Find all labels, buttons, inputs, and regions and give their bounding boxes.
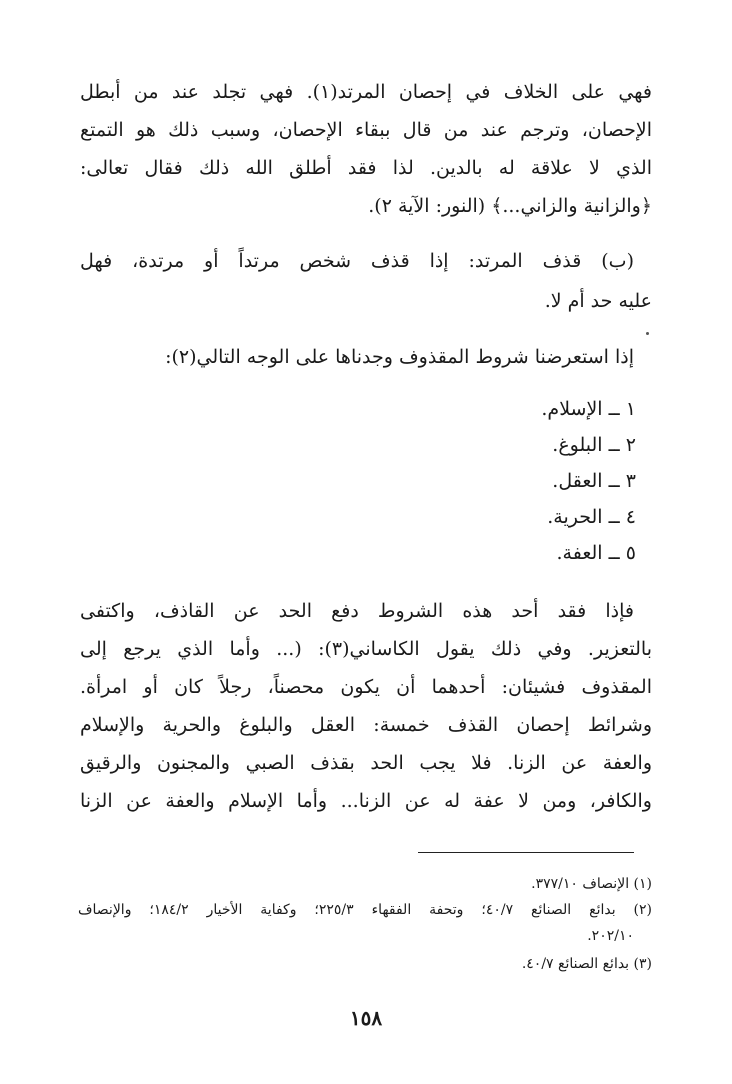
body-line-6: عليه حد أم لا. [544,290,652,312]
footnote-2-continuation: ٢٠٢/١٠. [587,928,634,944]
body-line-11: وشرائط إحصان القذف خمسة: العقل والبلوغ والحرية والإسلام [80,714,652,736]
list-item-1: ١ ــ الإسلام. [541,398,636,420]
footnote-3: (٣) بدائع الصنائع ٤٠/٧. [521,956,652,972]
body-line-4: ﴿والزانية والزاني...﴾ (النور: الآية ٢). [368,195,652,217]
footnote-separator [418,852,634,853]
footnote-2: (٢) بدائع الصنائع ٤٠/٧؛ وتحفة الفقهاء ٢٢٥/٣؛ وكفاية الأخيار ١٨٤/٢؛ والإنصاف [78,902,652,918]
body-line-7: إذا استعرضنا شروط المقذوف وجدناها على الوجه التالي(٢): [165,346,634,368]
list-item-3: ٣ ــ العقل. [552,470,636,492]
body-line-8: فإذا فقد أحد هذه الشروط دفع الحد عن القاذف، واكتفى [80,600,634,622]
list-item-4: ٤ ــ الحرية. [547,506,636,528]
body-line-1: فهي على الخلاف في إحصان المرتد(١). فهي تجلد عند من أبطل [80,81,653,103]
body-line-12: والعفة عن الزنا. فلا يجب الحد بقذف الصبي والمجنون والرقيق [80,752,652,774]
body-line-9: بالتعزير. وفي ذلك يقول الكاساني(٣): (... وأما الذي يرجع إلى [80,638,652,660]
page-number: ١٥٨ [349,1006,383,1030]
list-item-2: ٢ ــ البلوغ. [552,434,636,456]
body-line-3: الذي لا علاقة له بالدين. لذا فقد أطلق الله ذلك فقال تعالى: [80,157,652,179]
list-item-5: ٥ ــ العفة. [556,542,636,564]
body-line-5: (ب) قذف المرتد: إذا قذف شخص مرتداً أو مرتدة، فهل [80,250,634,272]
footnote-1: (١) الإنصاف ٣٧٧/١٠. [531,876,652,892]
body-line-10: المقذوف فشيئان: أحدهما أن يكون محصناً، رجلاً كان أو امرأة. [80,676,652,698]
scan-speck [646,332,649,335]
body-line-2: الإحصان، وترجم عند من قال ببقاء الإحصان، وسبب ذلك هو التمتع [80,119,652,141]
body-line-13: والكافر، ومن لا عفة له عن الزنا... وأما الإسلام والعفة عن الزنا [80,790,652,812]
